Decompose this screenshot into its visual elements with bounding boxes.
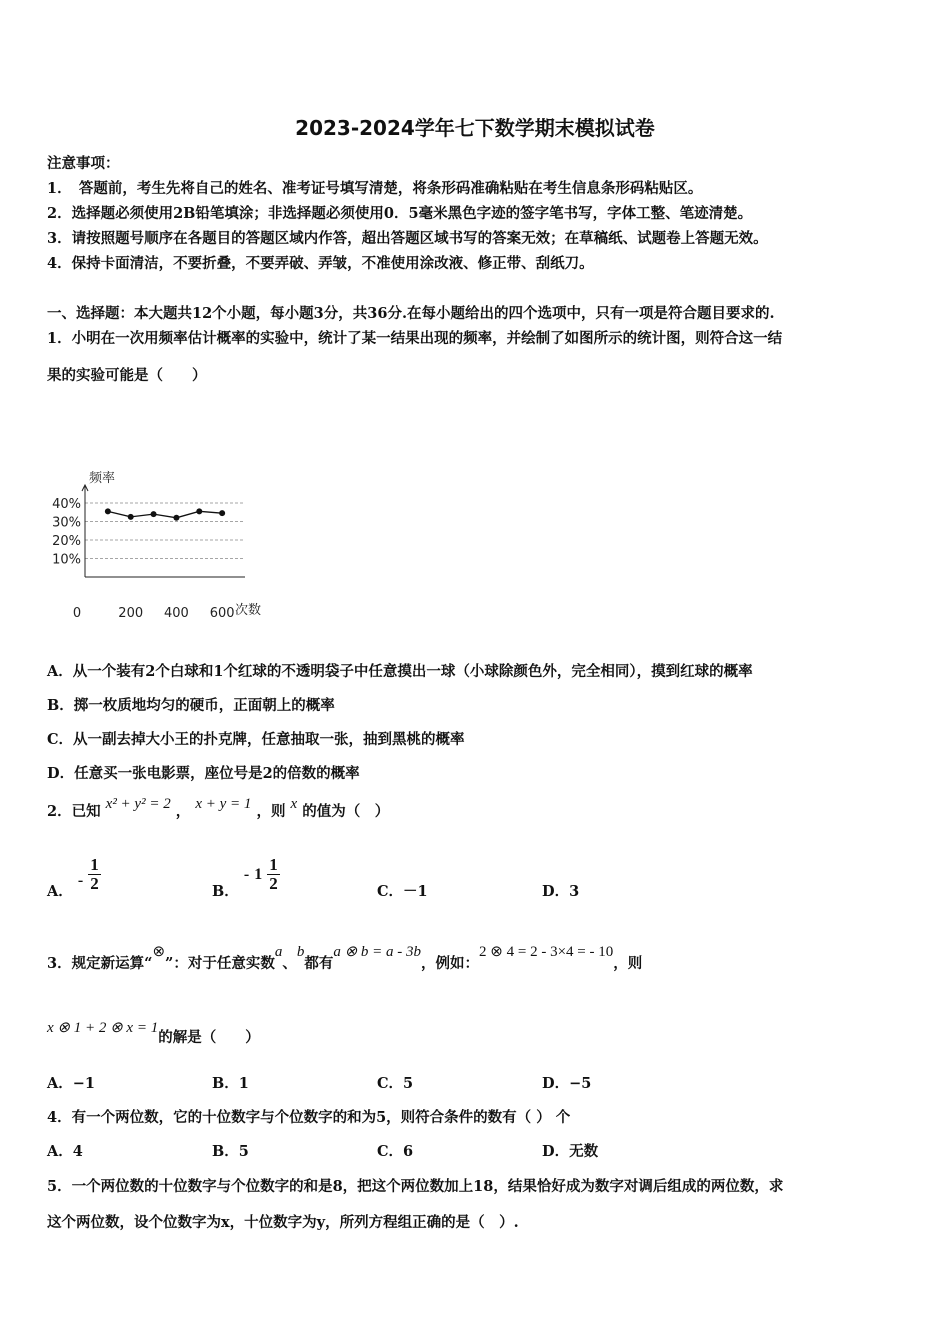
q2-option-a-fraction: [88, 856, 101, 893]
q2-option-b-whole: 1: [254, 866, 263, 883]
page-title: 2023-2024学年七下数学期末模拟试卷: [295, 116, 655, 140]
notice-heading: 注意事项：: [47, 155, 120, 172]
data-point: [196, 508, 202, 514]
q2-stem: [47, 796, 390, 821]
q2-suffix-b: 的值为（ ）: [302, 803, 390, 820]
q1-option-c: C．从一副去掉大小王的扑克牌，任意抽取一张，抽到黑桃的概率: [47, 731, 465, 748]
data-point: [173, 515, 179, 521]
frequency-chart: [40, 465, 280, 630]
q2-sep: ，: [175, 803, 191, 820]
q3-text: ，则: [613, 955, 643, 972]
q2-suffix-a: ，则: [256, 803, 286, 820]
q2-option-b-sign: -: [243, 866, 250, 883]
q4-option-c: C．6: [377, 1143, 414, 1160]
q2-prefix: 2．已知: [47, 803, 101, 820]
q3-equation: x ⊗ 1 + 2 ⊗ x = 1: [47, 1020, 159, 1036]
data-point: [128, 514, 134, 520]
q4-stem: 4．有一个两位数，它的十位数字与个位数字的和为5，则符合条件的数有（ ） 个: [47, 1109, 571, 1126]
q4-option-b: B．5: [212, 1143, 249, 1160]
q3-text: 、: [282, 955, 297, 972]
data-point: [151, 511, 157, 517]
q2-option-c: [377, 880, 428, 901]
notice-item: 2．选择题必须使用2B铅笔填涂；非选择题必须使用0．5毫米黑色字迹的签字笔书写，字体工整、笔迹清楚。: [47, 205, 753, 222]
q5-stem-line2: 这个两位数，设个位数字为x，十位数字为y，所列方程组正确的是（ ）.: [47, 1214, 519, 1231]
chart-plot: [52, 470, 261, 621]
q3-var-a: a: [274, 944, 283, 960]
q2-option-c-label: C．: [377, 883, 404, 900]
q3-text: 3．规定新运算“: [47, 955, 153, 972]
notice-item: 4．保持卡面清洁，不要折叠，不要弄破、弄皱，不准使用涂改液、修正带、刮纸刀。: [47, 255, 594, 272]
q2-option-b-fraction: [267, 856, 280, 893]
q1-stem-line2: 果的实验可能是（ ）: [47, 367, 207, 384]
q2-option-a-sign: -: [77, 872, 84, 889]
q2-option-b-label: B．: [212, 883, 239, 900]
q4-option-a: A．4: [47, 1143, 83, 1160]
q2-option-a-label: A．: [47, 883, 73, 900]
x-axis-label: 次数: [235, 603, 262, 618]
q1-stem-line1: 1．小明在一次用频率估计概率的实验中，统计了某一结果出现的频率，并绘制了如图所示的统计图，则符合这一结: [47, 330, 783, 347]
q2-option-d-text: 3: [569, 883, 580, 900]
q1-option-a: A．从一个装有2个白球和1个红球的不透明袋子中任意摸出一球（小球除颜色外，完全相同），摸到红球的概率: [47, 663, 753, 680]
q3-option-b: B．1: [212, 1075, 249, 1092]
y-tick-label: 40%: [52, 497, 81, 512]
x-tick-label: 200: [118, 606, 144, 621]
q2-option-c-text: －1: [403, 883, 428, 900]
notice-item: 1． 答题前，考生先将自己的姓名、准考证号填写清楚，将条形码准确粘贴在考生信息条形码粘贴区。: [47, 180, 703, 197]
q3-option-c: C．5: [377, 1075, 414, 1092]
q3-example: 2 ⊗ 4 = 2 - 3×4 = - 10: [479, 944, 614, 960]
q3-text: ”：对于任意实数: [165, 955, 275, 972]
q3-definition: a ⊗ b = a - 3b: [333, 944, 422, 960]
q3-stem: [47, 944, 643, 973]
fraction-numerator: 1: [269, 855, 278, 874]
q4-option-d: D．无数: [542, 1143, 599, 1160]
q3-text: 都有: [304, 955, 334, 972]
data-point: [105, 508, 111, 514]
q2-expr1: x² + y² = 2: [105, 796, 171, 812]
q3-option-a: A．−1: [47, 1075, 95, 1092]
q2-option-d-label: D．: [542, 883, 570, 900]
q2-option-b: [212, 856, 280, 901]
q3-equation-line: [47, 1020, 260, 1047]
fraction-denominator: 2: [90, 874, 99, 893]
series-line: [108, 511, 222, 517]
q3-text: ，例如：: [421, 955, 480, 972]
q2-option-d: [542, 880, 579, 901]
data-point: [219, 510, 225, 516]
q2-var: x: [290, 796, 298, 812]
q2-option-a: [47, 856, 101, 901]
q3-option-d: D．−5: [542, 1075, 592, 1092]
y-axis-label: 频率: [89, 471, 116, 486]
x-tick-label: 0: [72, 606, 82, 621]
q5-stem-line1: 5．一个两位数的十位数字与个位数字的和是8，把这个两位数加上18，结果恰好成为数字对调后组成的两位数，求: [47, 1178, 784, 1195]
fraction-numerator: 1: [90, 855, 99, 874]
notice-item: 3．请按照题号顺序在各题目的答题区域内作答，超出答题区域书写的答案无效；在草稿纸、试题卷上答题无效。: [47, 230, 768, 247]
x-tick-label: 600: [209, 606, 235, 621]
q3-operator: ⊗: [152, 944, 166, 960]
y-tick-label: 30%: [52, 515, 81, 531]
q3-text: 的解是（ ）: [158, 1029, 260, 1046]
fraction-denominator: 2: [269, 874, 278, 893]
y-tick-label: 20%: [52, 534, 81, 549]
q1-option-d: D．任意买一张电影票，座位号是2的倍数的概率: [47, 765, 360, 782]
q1-option-b: B．掷一枚质地均匀的硬币，正面朝上的概率: [47, 697, 335, 714]
q3-var-b: b: [296, 944, 305, 960]
q2-expr2: x + y = 1: [195, 796, 252, 812]
x-tick-label: 400: [164, 606, 189, 621]
section-heading: 一、选择题：本大题共12个小题，每小题3分，共36分.在每小题给出的四个选项中，只有一项是符合题目要求的.: [47, 305, 775, 322]
y-tick-label: 10%: [52, 552, 81, 568]
